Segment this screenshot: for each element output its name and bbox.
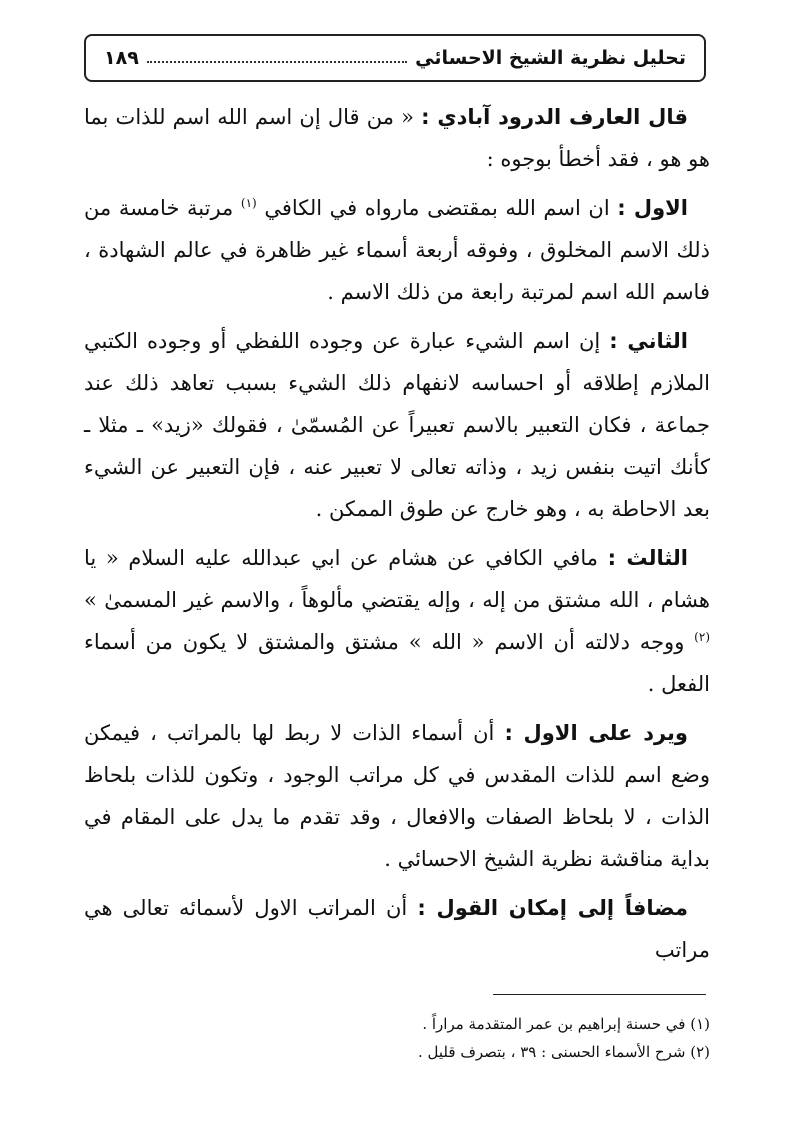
paragraph-text: أن أسماء الذات لا ربط لها بالمراتب ، فيمكن وضع اسم للذات المقدس في كل مراتب الوجود ، وتكون للذات بلحاظ الذات ، لا بلحاظ الصفات والافعال ، وقد تقدم ما يدل على المقام في بداية مناقشة نظرية الشيخ الاحسائي . xyxy=(84,721,710,871)
paragraph-intro xyxy=(84,96,710,180)
paragraph-text: « من قال إن اسم الله اسم للذات بما هو هو ، فقد أخطأ بوجوه : xyxy=(84,105,710,171)
paragraph-objection xyxy=(84,712,710,880)
running-title: تحليل نظرية الشيخ الاحسائي xyxy=(415,47,686,69)
footnotes xyxy=(84,1010,710,1066)
header-dot-leader xyxy=(147,61,407,63)
main-text xyxy=(84,96,710,978)
paragraph-lead: مضافاً إلى إمكان القول : xyxy=(417,896,688,920)
page-header xyxy=(84,34,706,82)
paragraph-first xyxy=(84,187,710,313)
paragraph-text: مرتبة خامسة من ذلك الاسم المخلوق ، وفوقه أربعة أسماء غير ظاهرة في عالم الشهادة ، فاسم الله اسم لمرتبة رابعة من ذلك الاسم . xyxy=(84,196,710,304)
footnote-item: (١) في حسنة إبراهيم بن عمر المتقدمة مراراً . xyxy=(422,1015,710,1033)
paragraph-addition xyxy=(84,887,710,971)
paragraph-lead: قال العارف الدرود آبادي : xyxy=(421,105,689,129)
footnote-reference[interactable]: (١) xyxy=(240,196,257,210)
paragraph-lead: الثالث : xyxy=(607,546,688,570)
paragraph-text: إن اسم الشيء عبارة عن وجوده اللفظي أو وجوده الكتبي الملازم إطلاقه أو احساسه لانفهام ذلك الشيء بسبب تعاهد ذلك عند جماعة ، فكان التعبير بالاسم تعبيراً عن المُسمّىٰ ، فقولك «زيد» ـ مثلا ـ كأنك اتيت بنفس زيد ، وذاته تعالى لا تعبير عنه ، فإن التعبير عن الشيء بعد الاحاطة به ، وهو خارج عن طوق الممكن . xyxy=(84,329,710,521)
paragraph-third xyxy=(84,537,710,705)
page-number: ١٨٩ xyxy=(104,47,139,69)
paragraph-text: أن المراتب الاول لأسمائه تعالى هي مراتب xyxy=(84,896,710,962)
footnote-reference[interactable]: (٢) xyxy=(694,630,710,644)
paragraph-second xyxy=(84,320,710,530)
paragraph-lead: الثاني : xyxy=(609,329,689,353)
paragraph-text: ان اسم الله بمقتضى مارواه في الكافي xyxy=(264,196,618,220)
paragraph-lead: ويرد على الاول : xyxy=(504,721,688,745)
footnote-item: (٢) شرح الأسماء الحسنى : ٣٩ ، بتصرف قليل . xyxy=(418,1043,710,1061)
paragraph-lead: الاول : xyxy=(617,196,688,220)
paragraph-text: ووجه دلالته أن الاسم « الله » مشتق والمشتق لا يكون من أسماء الفعل . xyxy=(84,630,710,696)
footnote-separator xyxy=(493,994,706,995)
paragraph-text: مافي الكافي عن هشام عن ابي عبدالله عليه السلام « يا هشام ، الله مشتق من إله ، وإله يقتضي مألوهاً ، والاسم غير المسمىٰ » xyxy=(84,546,711,612)
